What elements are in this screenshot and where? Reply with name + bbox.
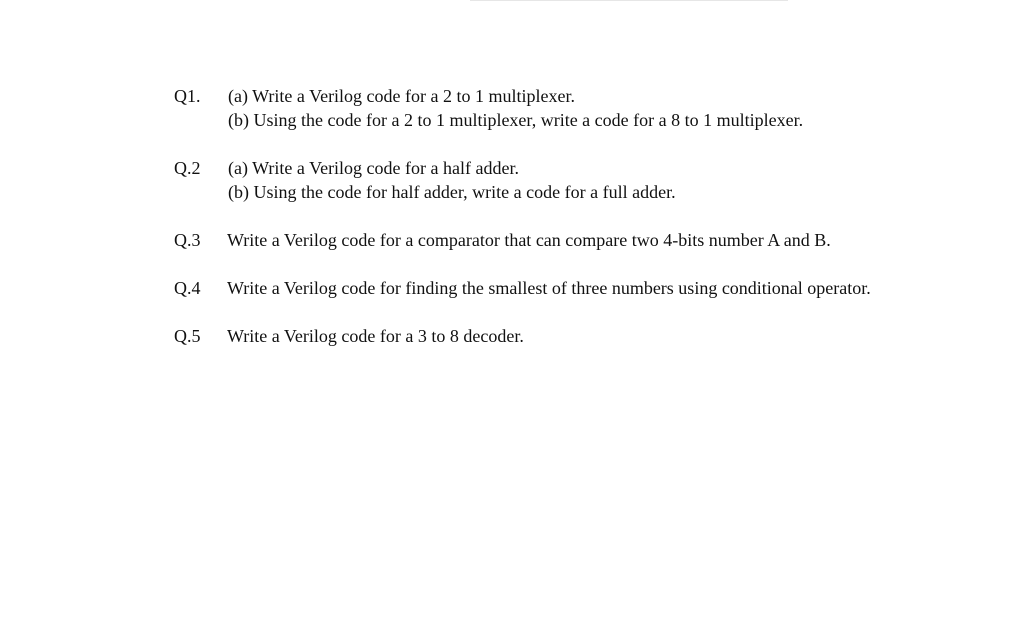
question-text-line: Write a Verilog code for a comparator that can compare two 4-bits number A and B. — [227, 230, 831, 250]
question-text-line: Write a Verilog code for a 3 to 8 decoder. — [227, 326, 524, 346]
question-number: Q.3 — [174, 230, 201, 250]
question-number: Q1. — [174, 86, 201, 106]
question-4 — [174, 276, 994, 300]
question-list — [174, 84, 994, 348]
question-number: Q.4 — [174, 278, 201, 298]
question-number: Q.5 — [174, 326, 201, 346]
question-1 — [174, 84, 994, 132]
question-text-line: (a) Write a Verilog code for a 2 to 1 multiplexer. — [228, 86, 576, 106]
question-text-line: (a) Write a Verilog code for a half adder. — [228, 158, 519, 178]
question-text-line: (b) Using the code for half adder, write a code for a full adder. — [228, 182, 676, 202]
question-text-line: Write a Verilog code for finding the smallest of three numbers using conditional operator. — [227, 278, 871, 298]
question-3 — [174, 228, 994, 252]
top-divider — [470, 0, 788, 1]
question-5 — [174, 324, 994, 348]
question-text-line: (b) Using the code for a 2 to 1 multiplexer, write a code for a 8 to 1 multiplexer. — [228, 110, 804, 130]
question-2 — [174, 156, 994, 204]
question-number: Q.2 — [174, 158, 201, 178]
